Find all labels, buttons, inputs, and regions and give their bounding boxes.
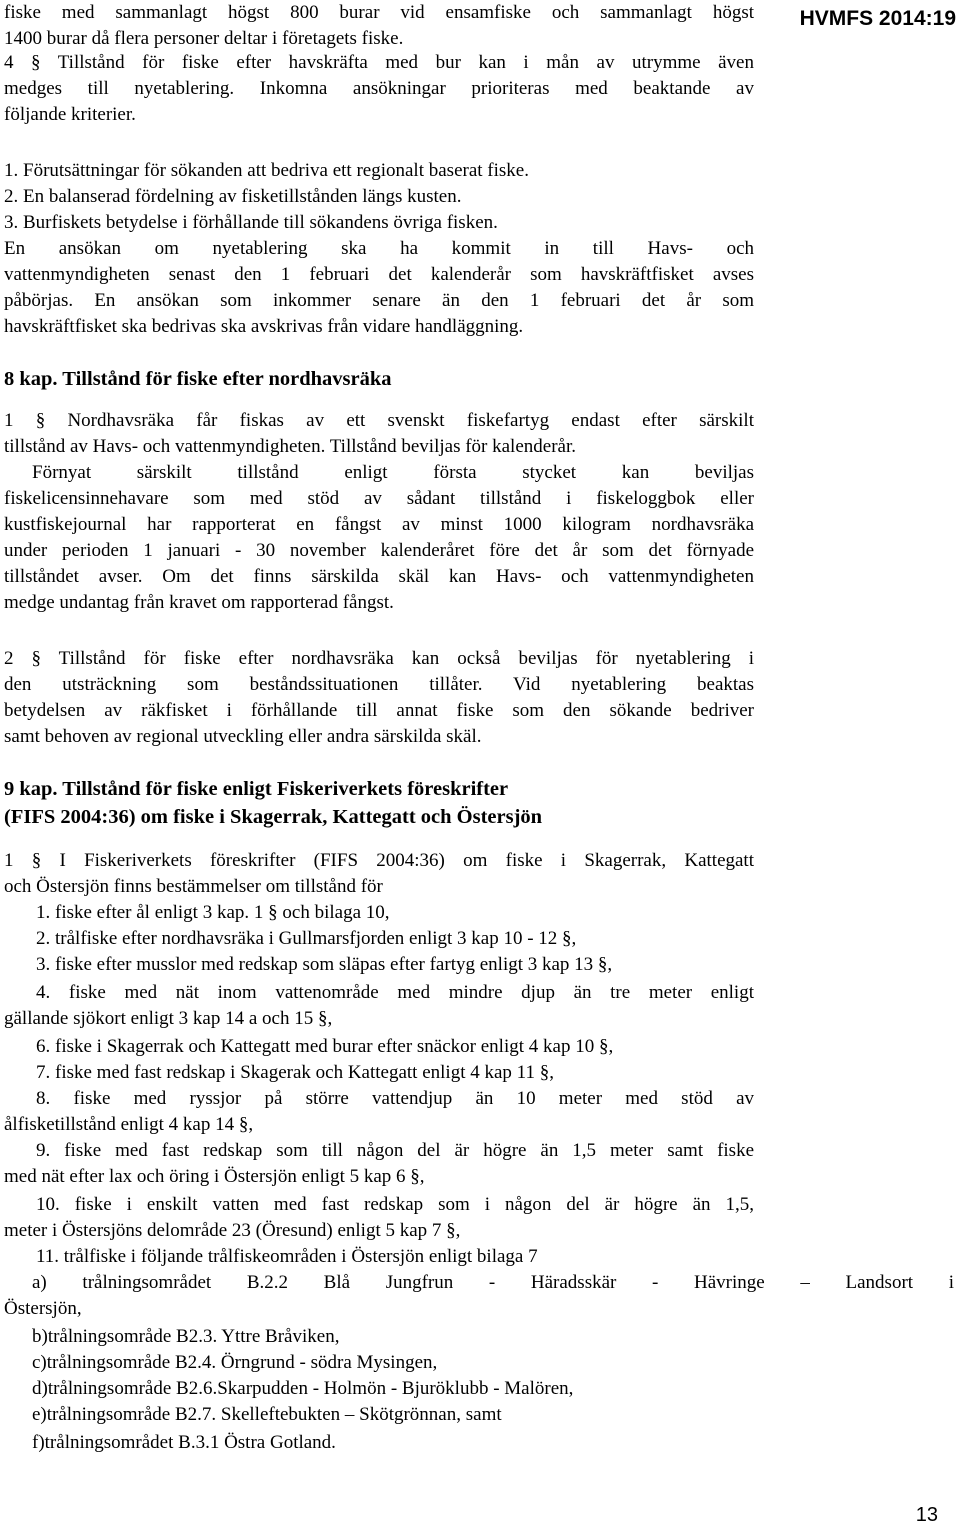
chapter-9-heading-cont: (FIFS 2004:36) om fiske i Skagerrak, Kattegatt och Östersjön [4,806,543,828]
sub-list-item: f)trålningsområdet B.3.1 Östra Gotland. [32,1432,336,1453]
text-line: betydelsen av räkfisket i förhållande till annat fiske som den sökande bedriver [4,700,754,721]
sub-list-item-cont: Östersjön, [4,1298,82,1319]
paragraph-1-line: 1 § I Fiskeriverkets föreskrifter (FIFS 2004:36) om fiske i Skagerrak, Kattegatt [4,850,754,871]
list-item: 8. fiske med ryssjor på större vattendjup än 10 meter med stöd av [36,1088,754,1109]
text-line: medge undantag från kravet om rapporterad fångst. [4,592,394,613]
list-item-cont: ålfisketillstånd enligt 4 kap 14 §, [4,1114,254,1135]
criterion-item: 2. En balanserad fördelning av fisketillstånden längs kusten. [4,186,462,207]
chapter-9-heading: 9 kap. Tillstånd för fiske enligt Fiskeriverkets föreskrifter [4,778,509,800]
text-line: Förnyat särskilt tillstånd enligt första stycket kan beviljas [32,462,754,483]
text-line: följande kriterier. [4,104,136,125]
text-line: tillstånd av Havs- och vattenmyndigheten. Tillstånd beviljas för kalenderår. [4,436,576,457]
text-line: medges till nyetablering. Inkomna ansökningar prioriteras med beaktande av [4,78,754,99]
paragraph-1-line: 1 § Nordhavsräka får fiskas av ett svenskt fiskefartyg endast efter särskilt [4,410,754,431]
text-line: En ansökan om nyetablering ska ha kommit in till Havs- och [4,238,754,259]
text-line: samt behoven av regional utveckling eller andra särskilda skäl. [4,726,482,747]
list-item-cont: gällande sjökort enligt 3 kap 14 a och 15 §, [4,1008,333,1029]
criterion-item: 1. Förutsättningar för sökanden att bedriva ett regionalt baserat fiske. [4,160,529,181]
text-line: påbörjas. En ansökan som inkommer senare än den 1 februari det år som [4,290,754,311]
list-item: 7. fiske med fast redskap i Skagerak och Kattegatt enligt 4 kap 11 §, [36,1062,554,1083]
chapter-8-heading: 8 kap. Tillstånd för fiske efter nordhavsräka [4,368,392,390]
page-number: 13 [915,1504,938,1526]
text-line: kustfiskejournal har rapporterat en fångst av minst 1000 kilogram nordhavsräka [4,514,754,535]
text-line: under perioden 1 januari - 30 november kalenderåret före det år som det förnyade [4,540,754,561]
list-item: 11. trålfiske i följande trålfiskeområden i Östersjön enligt bilaga 7 [36,1246,538,1267]
paragraph-2-line: 2 § Tillstånd för fiske efter nordhavsräka kan också beviljas för nyetablering i [4,648,754,669]
regulation-code: HVMFS 2014:19 [799,7,956,30]
sub-list-item: d)trålningsområde B2.6.Skarpudden - Holmön - Bjuröklubb - Malören, [32,1378,574,1399]
list-item: 3. fiske efter musslor med redskap som släpas efter fartyg enligt 3 kap 13 §, [36,954,613,975]
text-line: havskräftfisket ska bedrivas ska avskrivas från vidare handläggning. [4,316,524,337]
list-item-cont: med nät efter lax och öring i Östersjön enligt 5 kap 6 §, [4,1166,425,1187]
text-line: vattenmyndigheten senast den 1 februari det kalenderår som havskräftfisket avses [4,264,754,285]
list-item-cont: meter i Östersjöns delområde 23 (Öresund) enligt 5 kap 7 §, [4,1220,461,1241]
text-line: 1400 burar då flera personer deltar i företagets fiske. [4,28,404,49]
list-item: 1. fiske efter ål enligt 3 kap. 1 § och bilaga 10, [36,902,390,923]
text-line: fiske med sammanlagt högst 800 burar vid ensamfiske och sammanlagt högst [4,2,754,23]
sub-list-item: c)trålningsområde B2.4. Örngrund - södra Mysingen, [32,1352,438,1373]
list-item: 4. fiske med nät inom vattenområde med mindre djup än tre meter enligt [36,982,754,1003]
sub-list-item: e)trålningsområde B2.7. Skelleftebukten – Skötgrönnan, samt [32,1404,502,1425]
text-line: fiskelicensinnehavare som med stöd av sådant tillstånd i fiskeloggbok eller [4,488,754,509]
text-line: och Östersjön finns bestämmelser om tillstånd för [4,876,383,897]
sub-list-item: a) trålningsområdet B.2.2 Blå Jungfrun - Häradsskär - Hävringe – Landsort i [32,1272,954,1293]
paragraph-4-line: 4 § Tillstånd för fiske efter havskräfta med bur kan i mån av utrymme även [4,52,754,73]
text-line: den utsträckning som beståndssituationen tillåter. Vid nyetablering beaktas [4,674,754,695]
criterion-item: 3. Burfiskets betydelse i förhållande till sökandens övriga fisken. [4,212,498,233]
list-item: 2. trålfiske efter nordhavsräka i Gullmarsfjorden enligt 3 kap 10 - 12 §, [36,928,577,949]
text-line: tillståndet avser. Om det finns särskilda skäl kan Havs- och vattenmyndigheten [4,566,754,587]
list-item: 6. fiske i Skagerrak och Kattegatt med burar efter snäckor enligt 4 kap 10 §, [36,1036,614,1057]
list-item: 9. fiske med fast redskap som till någon del är högre än 1,5 meter samt fiske [36,1140,754,1161]
list-item: 10. fiske i enskilt vatten med fast redskap som i någon del är högre än 1,5, [36,1194,754,1215]
sub-list-item: b)trålningsområde B2.3. Yttre Bråviken, [32,1326,340,1347]
